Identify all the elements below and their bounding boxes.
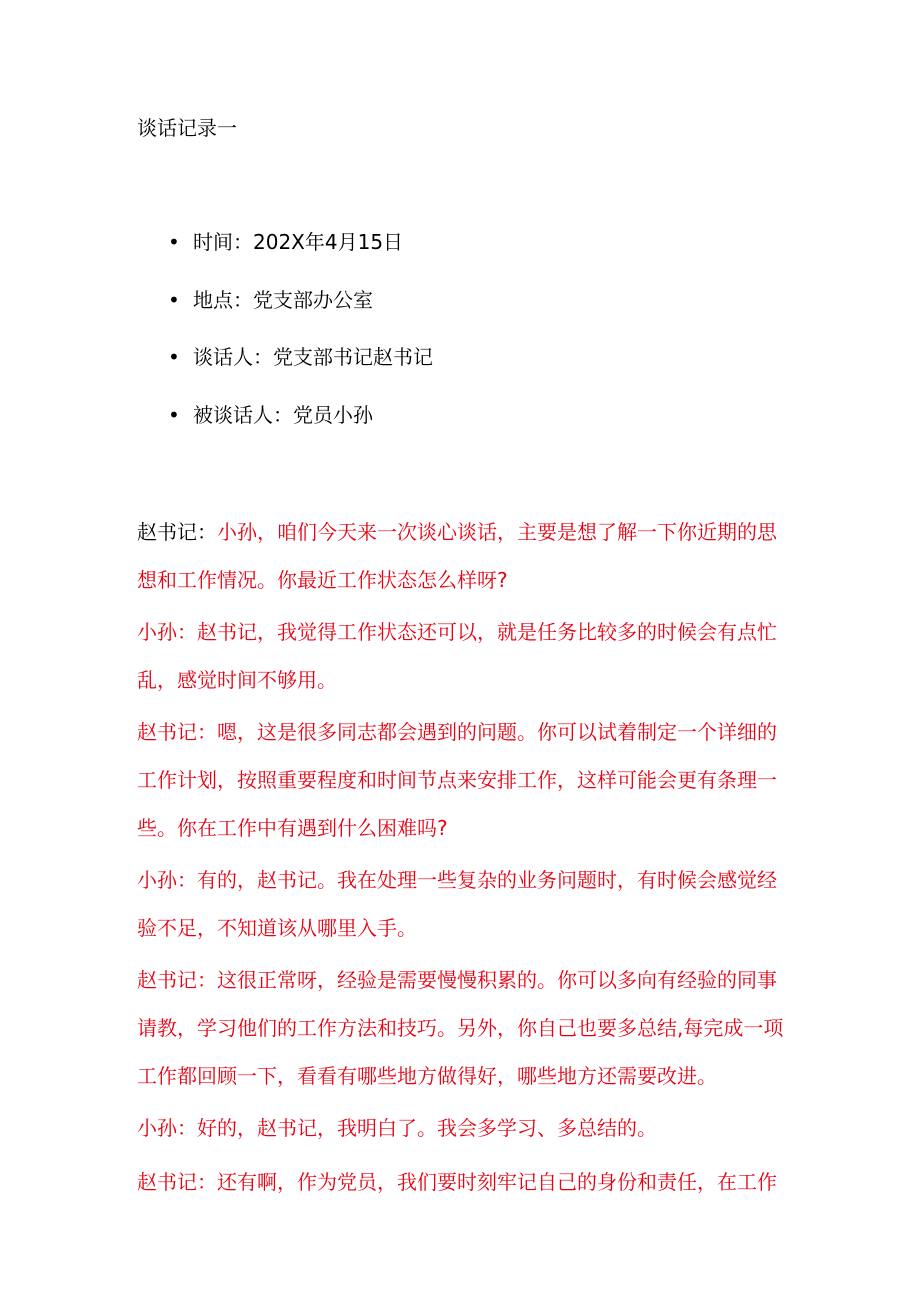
- speech-text: 小孙，咱们今天来一次谈心谈话，主要是想了解一下你近期的思想和工作情况。你最近工作状态怎么样呀?: [137, 520, 777, 592]
- dialogue-transcript: [137, 508, 787, 1210]
- speech-text: 有的，赵书记。我在处理一些复杂的业务问题时，有时候会感觉经验不足，不知道该从哪里入手。: [137, 868, 777, 940]
- speaker-name: 小孙：: [137, 620, 197, 644]
- speaker-name: 赵书记：: [137, 968, 217, 992]
- meeting-info-text: 地点：党支部办公室: [193, 287, 373, 312]
- meeting-info-text: 被谈话人：党员小孙: [193, 402, 373, 427]
- dialogue-turn: [137, 1104, 787, 1152]
- dialogue-turn: [137, 1158, 787, 1206]
- bullet-icon: •: [168, 402, 180, 427]
- bullet-icon: •: [168, 345, 180, 369]
- dialogue-turn: [137, 608, 787, 704]
- dialogue-turn: [137, 508, 787, 604]
- dialogue-turn: [137, 708, 787, 852]
- speaker-name: 赵书记：: [137, 1170, 217, 1194]
- bullet-icon: •: [168, 230, 180, 254]
- document-title: 谈话记录一: [137, 116, 237, 140]
- dialogue-turn: [137, 856, 787, 952]
- speech-text: 好的，赵书记，我明白了。我会多学习、多总结的。: [197, 1116, 657, 1140]
- speech-text: 还有啊，作为党员，我们要时刻牢记自己的身份和责任，在工作: [217, 1170, 777, 1194]
- speaker-name: 小孙：: [137, 1116, 197, 1140]
- meeting-info-text: 谈话人：党支部书记赵书记: [193, 345, 433, 369]
- meeting-info-text: 时间：202X年4月15日: [193, 230, 404, 254]
- bullet-icon: •: [168, 287, 180, 312]
- speech-text: 嗯，这是很多同志都会遇到的问题。你可以试着制定一个详细的工作计划，按照重要程度和时间节点来安排工作，这样可能会更有条理一些。你在工作中有遇到什么困难吗?: [137, 720, 777, 840]
- speaker-name: 赵书记：: [137, 720, 217, 744]
- speech-text: 这很正常呀，经验是需要慢慢积累的。你可以多向有经验的同事请教，学习他们的工作方法和技巧。另外，你自己也要多总结,每完成一项工作都回顾一下，看看有哪些地方做得好，哪些地方还需要改进。: [137, 968, 784, 1088]
- speech-text: 赵书记，我觉得工作状态还可以，就是任务比较多的时候会有点忙乱，感觉时间不够用。: [137, 620, 777, 692]
- speaker-name: 赵书记：: [137, 520, 217, 544]
- speaker-name: 小孙：: [137, 868, 197, 892]
- dialogue-turn: [137, 956, 787, 1100]
